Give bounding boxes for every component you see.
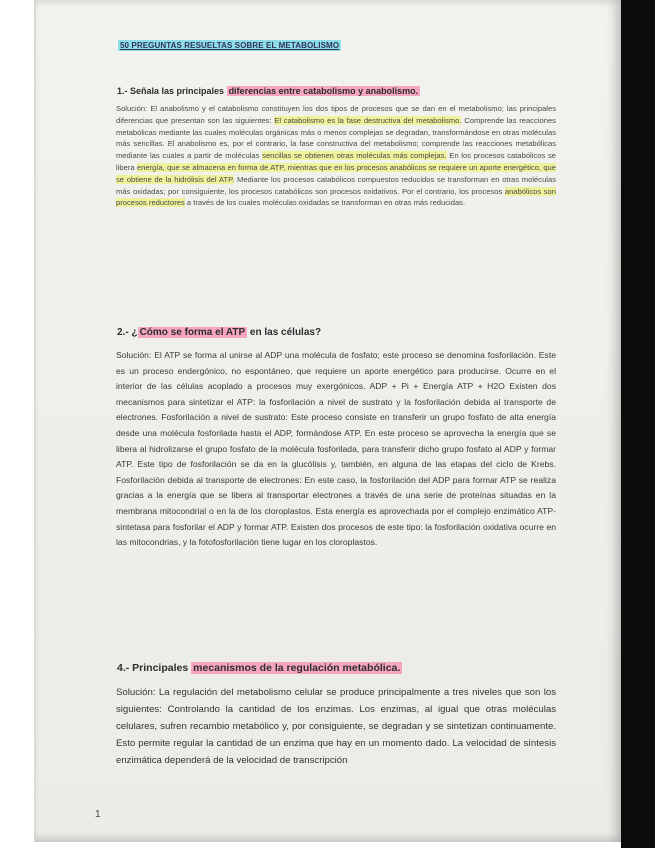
page-number: 1 [95, 809, 101, 820]
question-4-title [117, 662, 402, 674]
answer-1-part-d: Mediante los procesos catabólicos compuestos reducidos se transforman en otras moléculas más oxidadas; por consiguiente, los procesos catabólicos son procesos oxidativos. Por el contrario, los procesos [116, 174, 556, 196]
question-2-prefix: 2.- ¿ [117, 327, 138, 338]
document-title-text: 50 PREGUNTAS RESUELTAS SOBRE EL METABOLISMO [120, 41, 340, 50]
answer-1-highlight-1: El catabolismo es la fase destructiva del metabolismo. [274, 115, 462, 125]
question-4-prefix: 4.- Principales [117, 662, 192, 674]
answer-1-highlight-4: anabólicos son procesos reductores [116, 186, 556, 208]
answer-1-highlight-3: energía, que se almacena en forma de ATP, mientras que en los procesos anabólicos se requiere un aporte energético, que se obtiene de la hidrólisis del ATP. [116, 162, 556, 184]
answer-1-part-a: Solución: El anabolismo y el catabolismo constituyen los dos tipos de procesos que se dan en el metabolismo; las principales diferencias que presentan son las siguientes: [116, 104, 556, 125]
question-1-title [117, 86, 420, 96]
question-1-highlight: diferencias entre catabolismo y anabolismo. [228, 86, 419, 96]
dark-background-edge [621, 0, 655, 848]
answer-1-part-c: En los procesos catabólicos se libera [116, 151, 556, 172]
answer-1-part-e: a través de los cuales moléculas oxidadas se transforman en otras más reducidas. [184, 198, 466, 208]
question-2-highlight: Cómo se forma el ATP [139, 327, 246, 338]
answer-2: Solución: El ATP se forma al unirse al ADP una molécula de fosfato; este proceso se denomina fosforilación. Este es un proceso endergónico, no espontáneo, que requiere un aporte energético para producirse. Ocurre en el interior de las células acoplado a procesos muy exergónicos. ADP + Pi + Energía ATP + H2O Existen dos mecanismos para sintetizar el ATP: la fosforilación a nivel de sustrato y la fosforilación debida al transporte de electrones. Fosforilación a nivel de sustrato: Este proceso consiste en transferir un grupo fosfato de alta energía desde una molécula fosforilada hasta el ADP, formándose ATP. En este proceso se aprovecha la energía que se libera al hidrolizarse el grupo fosfato de la molécula fosforilada, para transferir dicho grupo fosfato al ADP y formar ATP. Este tipo de fosforilación se da en la glucólisis y, también, en alguna de las etapas del ciclo de Krebs. Fosforilación debida al transporte de electrones: En este caso, la fosforilación del ADP para formar ATP se realiza gracias a la energía que se libera al transportar electrones a través de una serie de proteínas situadas en la membrana mitocondrial o en la de los cloroplastos. Esta energía es aprovechada por el complejo enzimático ATP-sintetasa para fosforilar el ADP y formar ATP. Existen dos procesos de este tipo: la fosforilación oxidativa ocurre en las mitocondrias, y la fotofosforilación tiene lugar en los cloroplastos. [116, 350, 556, 548]
answer-1-highlight-2: sencillas se obtienen otras moléculas más complejas. [262, 151, 447, 161]
document-title [118, 41, 341, 50]
question-4-highlight: mecanismos de la regulación metabólica. [193, 662, 401, 674]
question-2-title [117, 327, 321, 338]
question-1-prefix: 1.- Señala las principales [117, 86, 227, 96]
answer-1 [116, 103, 556, 209]
answer-1-part-b: Comprende las reacciones metabólicas mediante las cuales moléculas orgánicas más o menos complejas se degradan, transformándose en otras moléculas más sencillas. El anabolismo es, por el contrario, la fase constructiva del metabolismo; comprende las reacciones metabólicas mediante las cuales a partir de moléculas [116, 115, 556, 161]
page-edge-shadow [34, 0, 37, 842]
answer-4: Solución: La regulación del metabolismo celular se produce principalmente a tres niveles que son los siguientes: Controlando la cantidad de los enzimas. Los enzimas, al igual que otras moléculas celulares, sufren recambio metabólico y, por consiguiente, se degradan y se sintetizan continuamente. Esto permite regular la cantidad de un enzima que hay en un momento dado. La velocidad de síntesis enzimática dependerá de la velocidad de transcripción [116, 687, 556, 766]
question-2-suffix: en las células? [247, 327, 322, 338]
